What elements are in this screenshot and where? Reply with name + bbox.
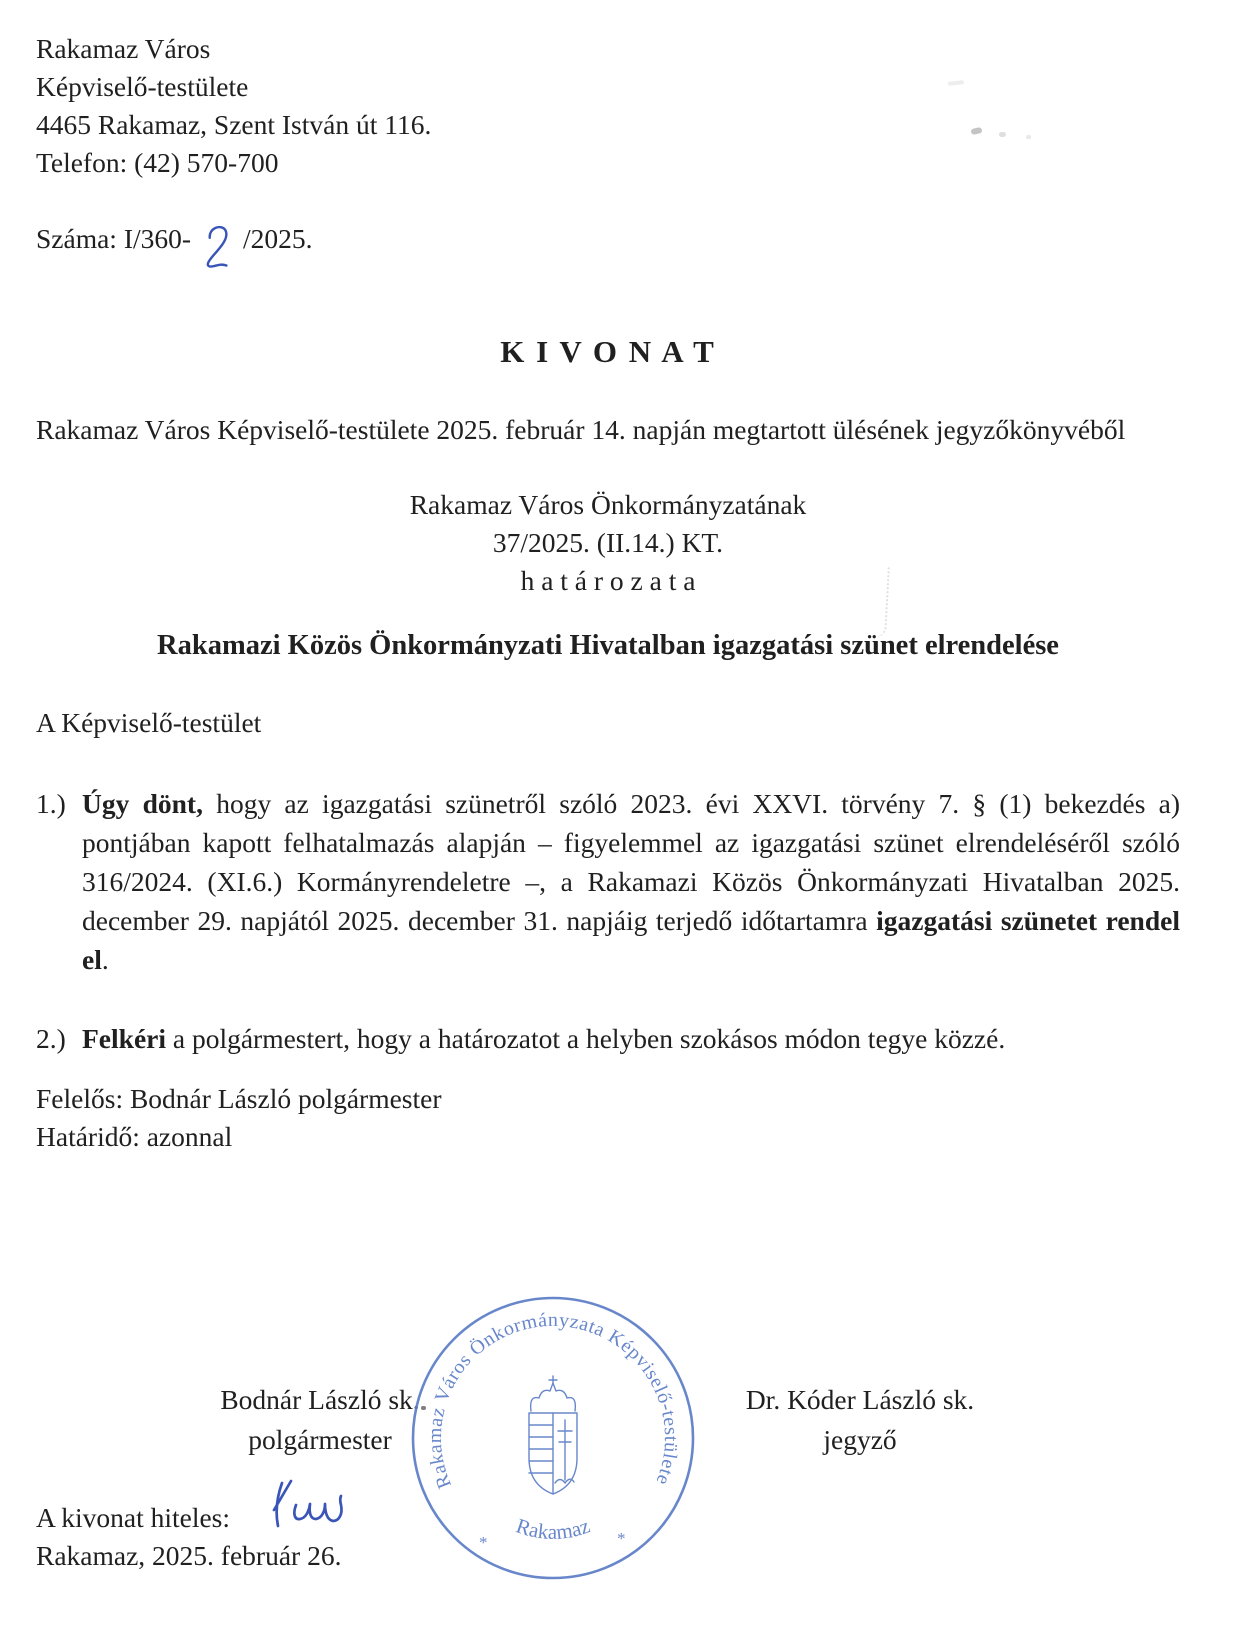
stamp-ring-text: Rakamaz Város Önkormányzata Képviselő-testülete <box>424 1309 682 1492</box>
signature-right-name: Dr. Kóder László sk. <box>745 1384 975 1415</box>
svg-text:Rakamaz <box>513 1513 593 1544</box>
place-date-line: Rakamaz, 2025. február 26. <box>36 1540 342 1571</box>
item-number: 1.) <box>36 788 66 819</box>
item-tail-bold: igazgatási szünetet rendel el <box>82 905 1180 975</box>
meta-block <box>36 1080 1180 1156</box>
body-lead: A Képviselő-testület <box>36 707 262 738</box>
item-text: hogy az igazgatási szünetről szóló 2023. évi XXVI. törvény 7. § (1) bekezdés a) pontjában kapott felhatalmazás alapján – figyelemmel az igazgatási szünet elrendeléséről szóló 316/2024. (XI.6.) Kormányrendeletre –, a Rakamazi Közös Önkormányzati Hivatalban 2025. december 29. napjától 2025. december 31. napjáig terjedő időtartamra <box>82 788 1181 936</box>
case-number-prefix: Száma: I/360- <box>36 223 192 254</box>
deadline-line: Határidő: azonnal <box>36 1121 233 1152</box>
sender-org-line1: Rakamaz Város <box>36 33 211 64</box>
signature-right-title: jegyző <box>823 1424 897 1455</box>
item-number: 2.) <box>36 1023 66 1054</box>
subject-title: Rakamazi Közös Önkormányzati Hivatalban igazgatási szünet elrendelése <box>157 630 1059 661</box>
item-text-end: . <box>101 944 109 975</box>
responsible-line: Felelős: Bodnár László polgármester <box>36 1083 442 1114</box>
signature-left-title: polgármester <box>248 1424 392 1455</box>
handwritten-number-ink <box>199 222 239 272</box>
document-title: K I V O N A T <box>500 334 716 369</box>
item-lead-bold: Úgy dönt, <box>82 788 203 819</box>
signature-left-name: Bodnár László sk. <box>220 1384 420 1415</box>
handwritten-signature-ink <box>260 1474 364 1538</box>
stamp-separator-right: * <box>617 1529 626 1548</box>
stamp-bottom-text: Rakamaz <box>513 1513 593 1545</box>
item-lead-bold: Felkéri <box>82 1023 166 1054</box>
sender-phone: Telefon: (42) 570-700 <box>36 147 279 178</box>
stamp-coat-of-arms <box>529 1376 577 1494</box>
resolution-org: Rakamaz Város Önkormányzatának <box>409 489 807 520</box>
case-number-suffix: /2025. <box>243 223 313 254</box>
case-number-line <box>36 220 1180 258</box>
decision-item-1 <box>36 784 1180 979</box>
sender-address: 4465 Rakamaz, Szent István út 116. <box>36 109 432 140</box>
stamp-separator-left: * <box>479 1533 488 1552</box>
signature-right <box>695 1380 1025 1460</box>
resolution-header <box>36 486 1180 600</box>
official-round-stamp <box>407 1292 699 1584</box>
item-text: a polgármestert, hogy a határozatot a helyben szokásos módon tegye közzé. <box>166 1023 1006 1054</box>
resolution-word: h a t á r o z a t a <box>520 565 696 596</box>
sender-org-line2: Képviselő-testülete <box>36 71 249 102</box>
attestation-label: A kivonat hiteles: <box>36 1502 231 1533</box>
intro-paragraph: Rakamaz Város Képviselő-testülete 2025. február 14. napján megtartott ülésének jegyzőkönyvéből <box>36 414 1126 445</box>
decision-item-2 <box>36 1019 1180 1058</box>
attestation-line <box>36 1499 230 1537</box>
resolution-number: 37/2025. (II.14.) KT. <box>492 527 724 558</box>
